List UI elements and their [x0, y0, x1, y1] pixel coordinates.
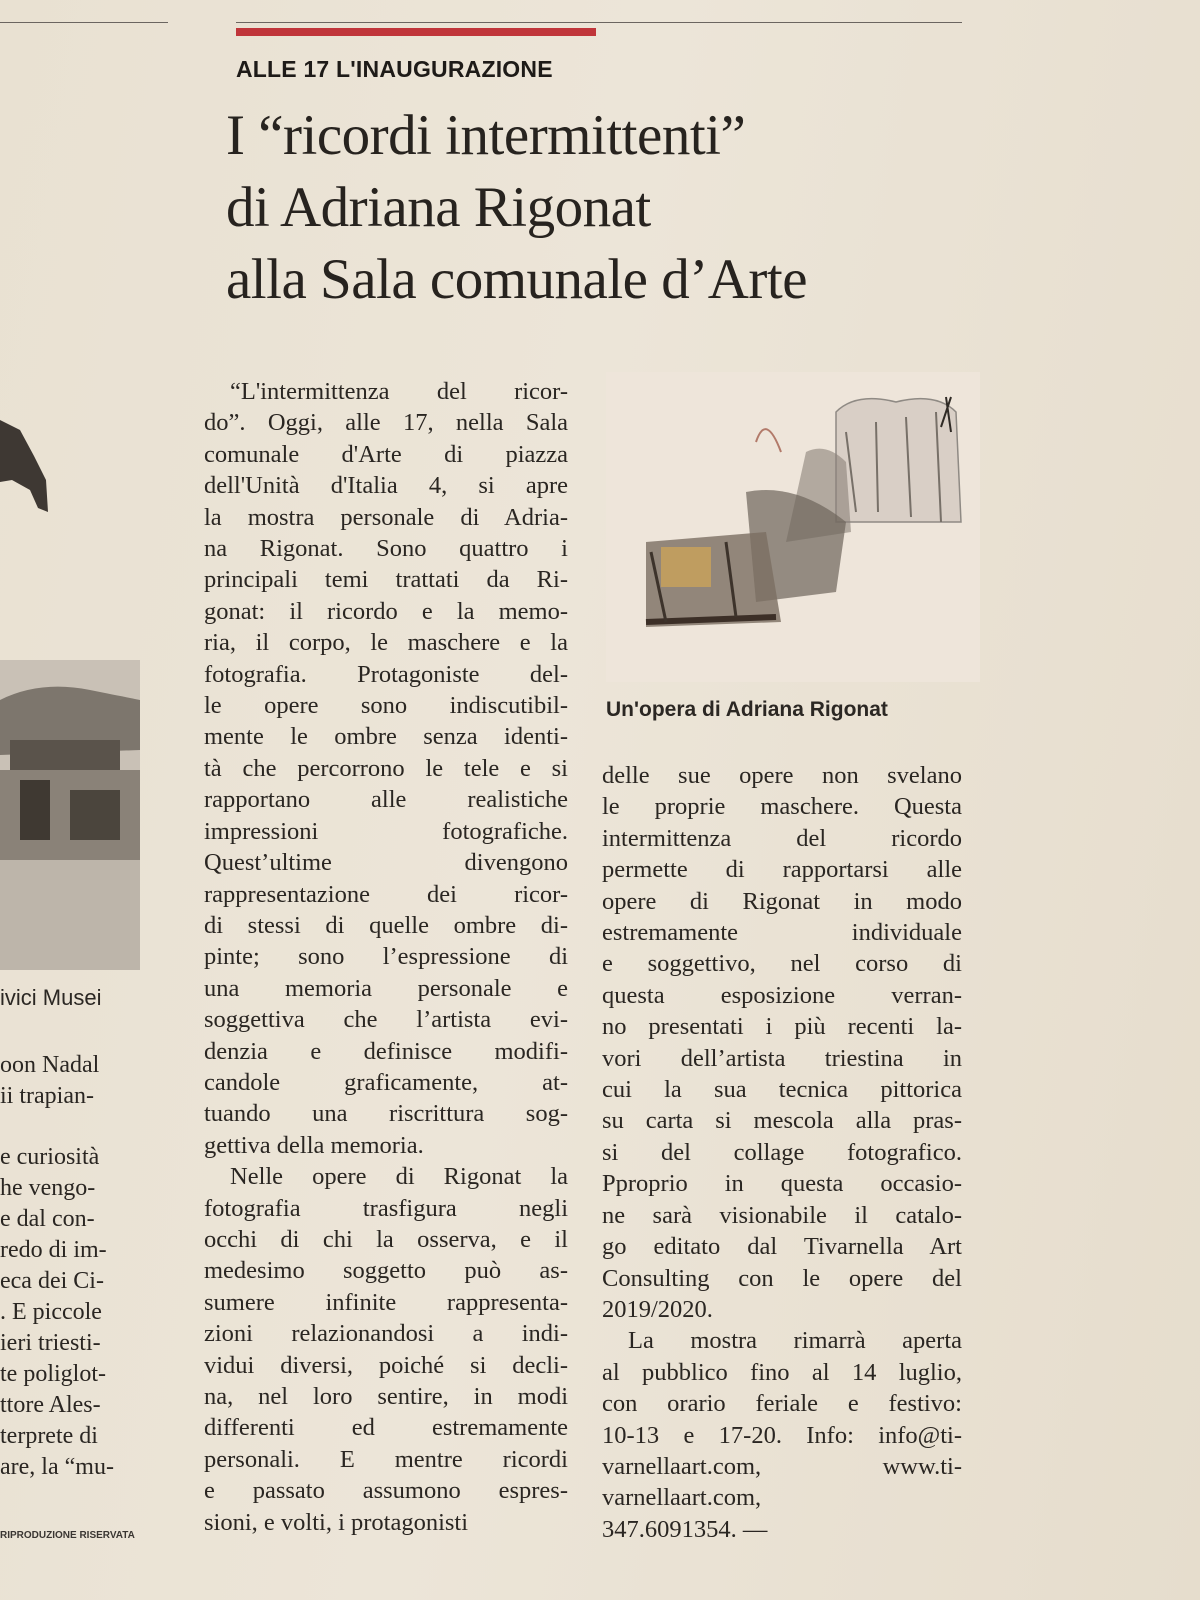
text-line: ieri triesti- [0, 1330, 101, 1356]
text-line: una memoria personale e [204, 974, 568, 1002]
adjacent-photo [0, 660, 140, 970]
headline-line-3: alla Sala comunale d’Arte [226, 248, 807, 311]
text-line: zioni relazionandosi a indi- [204, 1320, 568, 1348]
article-column-2 [602, 760, 962, 1545]
text-line: denzia e definisce modifi- [204, 1037, 568, 1065]
text-line: vori dell’artista triestina in [602, 1044, 962, 1072]
text-line: rappresentazione dei ricor- [204, 880, 568, 908]
text-line: si del collage fotografico. [602, 1138, 962, 1166]
top-rule [236, 22, 962, 23]
text-line: are, la “mu- [0, 1454, 114, 1480]
text-line: questa esposizione verran- [602, 981, 962, 1009]
text-line: do”. Oggi, alle 17, nella Sala [204, 409, 568, 437]
text-line: dell'Unità d'Italia 4, si apre [204, 472, 568, 500]
headline-line-1: I “ricordi intermittenti” [226, 104, 746, 167]
text-line: rapportano alle realistiche [204, 786, 568, 814]
text-line: . E piccole [0, 1299, 102, 1325]
text-line: al pubblico fino al 14 luglio, [602, 1358, 962, 1386]
text-line: comunale d'Arte di piazza [204, 440, 568, 468]
text-line: no presentati i più recenti la- [602, 1013, 962, 1041]
text-line: mente le ombre senza identi- [204, 723, 568, 751]
text-line: e passato assumono espres- [204, 1477, 568, 1505]
paragraph-4 [602, 1325, 962, 1545]
text-line: ttore Ales- [0, 1392, 101, 1418]
text-line: pinte; sono l’espressione di [204, 943, 568, 971]
text-line: e dal con- [0, 1206, 95, 1232]
kicker: ALLE 17 L'INAUGURAZIONE [236, 56, 553, 82]
paragraph-3 [602, 760, 962, 1325]
text-line: Quest’ultime divengono [204, 849, 568, 877]
photo-caption: Un'opera di Adriana Rigonat [606, 698, 888, 721]
adjacent-article-text [0, 1050, 140, 1483]
adjacent-photo-caption: ivici Musei [0, 985, 102, 1010]
text-line: le proprie maschere. Questa [602, 793, 962, 821]
paragraph-2 [204, 1161, 568, 1538]
text-line: cui la sua tecnica pittorica [602, 1076, 962, 1104]
text-line: varnellaart.com, [602, 1484, 762, 1512]
text-line: tà che percorrono le tele e si [204, 754, 568, 782]
artwork-photo [606, 372, 980, 682]
text-line: delle sue opere non svelano [602, 762, 962, 789]
adjacent-article [0, 0, 190, 1600]
text-line: 10-13 e 17-20. Info: info@ti- [602, 1421, 962, 1449]
text-line: eca dei Ci- [0, 1268, 104, 1294]
text-line: na, nel loro sentire, in modi [204, 1383, 568, 1410]
text-line: ii trapian- [0, 1083, 94, 1109]
article-column-1 [204, 376, 568, 1538]
text-line: sioni, e volti, i protagonisti [204, 1508, 469, 1536]
text-line: Pproprio in questa occasio- [602, 1170, 962, 1198]
headline-line-2: di Adriana Rigonat [226, 176, 651, 239]
text-line: 347.6091354. — [602, 1515, 768, 1543]
text-line: e soggettivo, nel corso di [602, 950, 962, 978]
text-line: gettiva della memoria. [204, 1131, 424, 1159]
text-line: te poliglot- [0, 1361, 106, 1387]
text-line: fotografia. Protagoniste del- [204, 660, 568, 688]
text-line: tuando una riscrittura sog- [204, 1100, 568, 1128]
text-line: soggettiva che l’artista evi- [204, 1006, 568, 1034]
text-line: su carta si mescola alla pras- [602, 1107, 962, 1135]
text-line: opere di Rigonat in modo [602, 887, 962, 915]
text-line: terprete di [0, 1423, 98, 1449]
text-line: e curiosità [0, 1144, 100, 1170]
text-line: “L'intermittenza del ricor- [230, 378, 568, 405]
text-line: estremamente individuale [602, 919, 962, 947]
text-line: Nelle opere di Rigonat la [230, 1163, 568, 1191]
text-line: permette di rapportarsi alle [602, 856, 962, 884]
text-line: he vengo- [0, 1175, 96, 1201]
text-line: personali. E mentre ricordi [204, 1445, 568, 1473]
paragraph-1 [204, 376, 568, 1161]
text-line: 2019/2020. [602, 1295, 713, 1323]
text-line: differenti ed estremamente [204, 1414, 568, 1442]
text-line: gonat: il ricordo e la memo- [204, 597, 568, 625]
text-line: La mostra rimarrà aperta [628, 1327, 962, 1355]
text-line: ne sarà visionabile il catalo- [602, 1201, 962, 1229]
adjacent-photo-fragment [0, 420, 60, 530]
text-line: sumere infinite rappresenta- [204, 1288, 568, 1316]
text-line: Consulting con le opere del [602, 1264, 962, 1292]
text-line: oon Nadal [0, 1052, 100, 1078]
text-line: redo di im- [0, 1237, 107, 1263]
text-line: intermittenza del ricordo [602, 824, 962, 852]
section-color-bar [236, 28, 596, 36]
text-line: vidui diversi, poiché si decli- [204, 1351, 568, 1379]
text-line: varnellaart.com, www.ti- [602, 1452, 962, 1480]
text-line: ria, il corpo, le maschere e la [204, 629, 568, 657]
text-line: la mostra personale di Adria- [204, 503, 568, 531]
headline [226, 100, 986, 316]
text-line: principali temi trattati da Ri- [204, 566, 568, 594]
copyright-notice: RIPRODUZIONE RISERVATA [0, 1530, 135, 1541]
text-line: con orario feriale e festivo: [602, 1390, 962, 1418]
text-line: medesimo soggetto può as- [204, 1257, 568, 1285]
text-line: di stessi di quelle ombre di- [204, 911, 568, 939]
text-line: occhi di chi la osserva, e il [204, 1225, 568, 1253]
text-line: na Rigonat. Sono quattro i [204, 535, 568, 563]
text-line: fotografia trasfigura negli [204, 1194, 568, 1222]
text-line: impressioni fotografiche. [204, 817, 568, 845]
text-line: le opere sono indiscutibil- [204, 692, 568, 720]
text-line: candole graficamente, at- [204, 1068, 568, 1096]
text-line: go editato dal Tivarnella Art [602, 1233, 962, 1261]
